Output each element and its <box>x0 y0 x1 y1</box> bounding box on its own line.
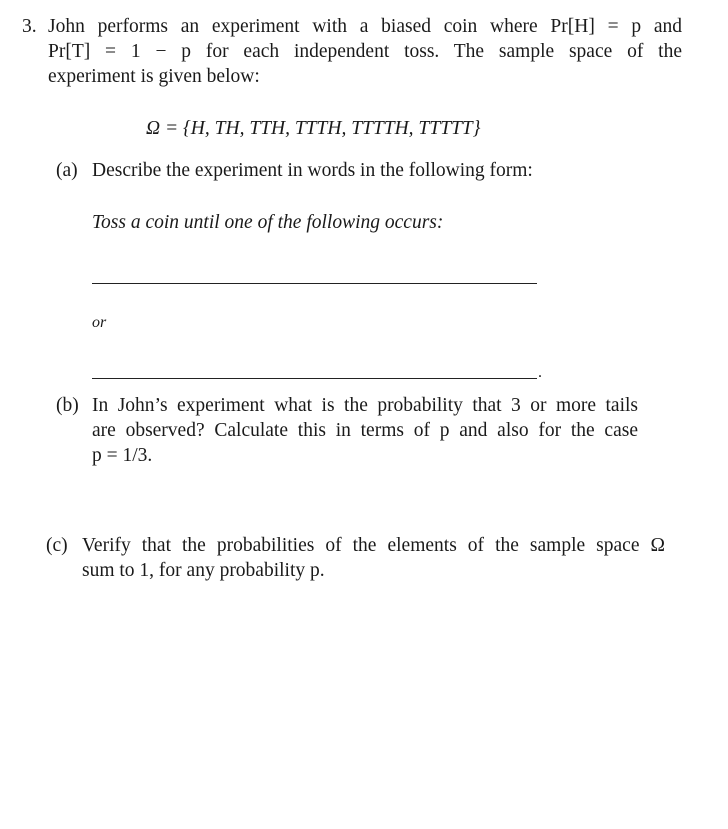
part-c <box>46 533 686 585</box>
answer-blank-1[interactable] <box>92 283 537 284</box>
problem-number: 3. <box>22 16 37 37</box>
part-b-line-2: are observed? Calculate this in terms of p and also for the case <box>92 420 638 441</box>
part-b-line-3: p = 1/3. <box>92 445 153 466</box>
part-a-instruction: Toss a coin until one of the following occurs: <box>92 212 444 233</box>
intro-line-3: experiment is given below: <box>48 66 260 87</box>
part-b-line-1: In John’s experiment what is the probability that 3 or more tails <box>92 395 638 416</box>
part-b <box>56 393 696 469</box>
intro-line-2: Pr[T] = 1 − p for each independent toss. The sample space of the <box>48 41 682 62</box>
problem-3 <box>22 14 682 89</box>
intro-line-1: John performs an experiment with a biased coin where Pr[H] = p and <box>48 16 682 37</box>
or-label: or <box>92 314 107 331</box>
part-c-line-2: sum to 1, for any probability p. <box>82 560 325 581</box>
part-c-label: (c) <box>46 535 68 556</box>
answer-blank-2[interactable] <box>92 378 537 379</box>
sample-space-equation: Ω = {H, TH, TTH, TTTH, TTTTH, TTTTT} <box>146 118 481 139</box>
period-mark: . <box>538 364 542 381</box>
part-c-text <box>82 533 665 583</box>
part-a <box>56 158 696 184</box>
part-b-text <box>92 393 638 468</box>
problem-intro <box>48 14 682 89</box>
part-c-line-1: Verify that the probabilities of the elements of the sample space Ω <box>82 535 665 556</box>
part-a-label: (a) <box>56 160 78 181</box>
part-a-text: Describe the experiment in words in the following form: <box>92 160 533 181</box>
part-b-label: (b) <box>56 395 79 416</box>
